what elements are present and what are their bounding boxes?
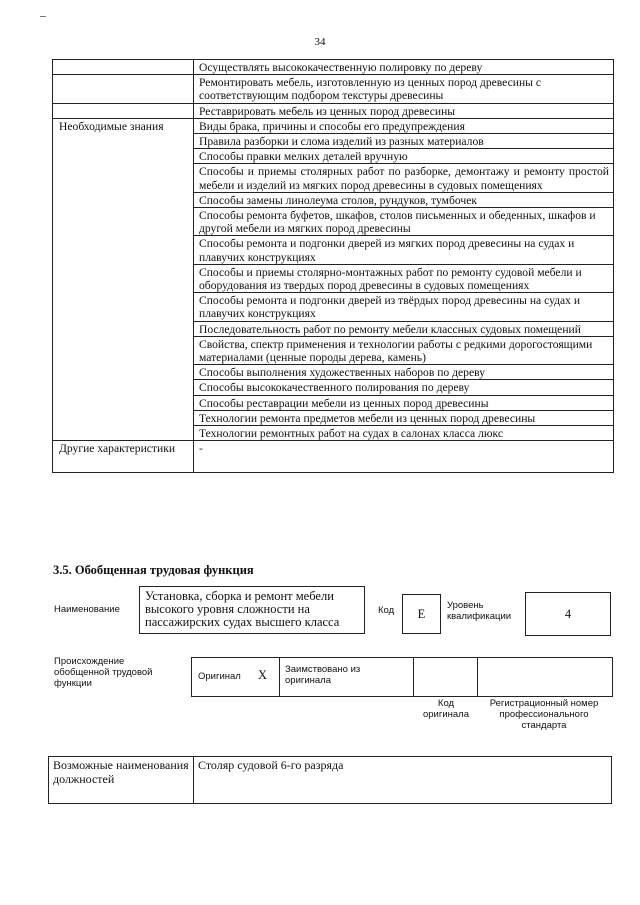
- table-row: [49, 757, 612, 804]
- table-cell: Способы ремонта и подгонки дверей из твёрдых пород древесины на судах и плавучих конструкциях: [194, 293, 614, 321]
- table-cell: Способы выполнения художественных наборов по дереву: [194, 365, 614, 380]
- table-row: [53, 103, 614, 118]
- table-cell: Виды брака, причины и способы его предупреждения: [194, 118, 614, 133]
- other-characteristics-value: -: [194, 441, 614, 473]
- table-cell: Осуществлять высококачественную полировку по дереву: [194, 60, 614, 75]
- table-cell: Реставрировать мебель из ценных пород древесины: [194, 103, 614, 118]
- origin-label: Происхождение обобщенной трудовой функции: [54, 656, 153, 689]
- table-cell: Ремонтировать мебель, изготовленную из ценных пород древесины с соответствующим подбором текстуры древесины: [194, 75, 614, 103]
- table-cell: Способы и приемы столярно-монтажных работ по ремонту судовой мебели и оборудования из твердых пород древесины в судовых помещениях: [194, 264, 614, 292]
- table-cell: Способы высококачественного полирования по дереву: [194, 380, 614, 395]
- scan-mark: [40, 16, 46, 17]
- other-characteristics-label: Другие характеристики: [53, 441, 194, 473]
- table-row: [53, 75, 614, 103]
- origin-table: [191, 657, 613, 697]
- table-cell: Последовательность работ по ремонту мебели классных судовых помещений: [194, 321, 614, 336]
- level-label: Уровень квалификации: [447, 600, 512, 622]
- code-box: [402, 594, 441, 634]
- table-cell: Способы и приемы столярных работ по разборке, демонтажу и ремонту простой мебели и изделий из мягких пород древесины в судовых помещениях: [194, 164, 614, 192]
- function-name: Установка, сборка и ремонт мебели высокого уровня сложности на пассажирских судах высшего класса: [145, 589, 340, 629]
- table-cell: Свойства, спектр применения и технологии работы с редкими дорогостоящими материалами (ценные породы дерева, камень): [194, 336, 614, 364]
- table-cell: Способы ремонта буфетов, шкафов, столов письменных и обеденных, шкафов и другой мебели из мягких пород древесины: [194, 208, 614, 236]
- page-number: 34: [314, 36, 326, 48]
- level-value: 4: [564, 607, 572, 621]
- reg-number-caption: Регистрационный номер профессионального стандарта: [489, 698, 599, 731]
- origin-code-caption: Код оригинала: [422, 698, 469, 720]
- level-box: [525, 592, 611, 636]
- table-cell: Технологии ремонтных работ на судах в салонах класса люкс: [194, 426, 614, 441]
- table-cell: Правила разборки и слома изделий из разных материалов: [194, 134, 614, 149]
- borrowed-label: Заимствовано из оригинала: [285, 664, 361, 686]
- positions-table: [48, 756, 612, 804]
- function-name-box: [139, 586, 365, 634]
- table-cell: Способы правки мелких деталей вручную: [194, 149, 614, 164]
- table-cell: Технологии ремонта предметов мебели из ценных пород древесины: [194, 410, 614, 425]
- table-row: [53, 441, 614, 473]
- table-row: [53, 118, 614, 133]
- table-cell: Способы ремонта и подгонки дверей из мягких пород древесины на судах и плавучих конструкциях: [194, 236, 614, 264]
- original-mark: X: [258, 668, 268, 682]
- code-value: E: [417, 607, 426, 621]
- section-title: 3.5. Обобщенная трудовая функция: [53, 563, 254, 577]
- table-row: [53, 60, 614, 75]
- positions-label: Возможные наименования должностей: [49, 757, 194, 804]
- name-label: Наименование: [54, 604, 120, 615]
- table-cell: Способы реставрации мебели из ценных пород древесины: [194, 395, 614, 410]
- knowledge-label: Необходимые знания: [53, 118, 194, 440]
- original-label: Оригинал: [198, 671, 241, 682]
- code-label: Код: [378, 605, 395, 616]
- requirements-table: [52, 59, 614, 473]
- table-cell: Способы замены линолеума столов, рундуков, тумбочек: [194, 192, 614, 207]
- positions-value: Столяр судовой 6-го разряда: [194, 757, 612, 804]
